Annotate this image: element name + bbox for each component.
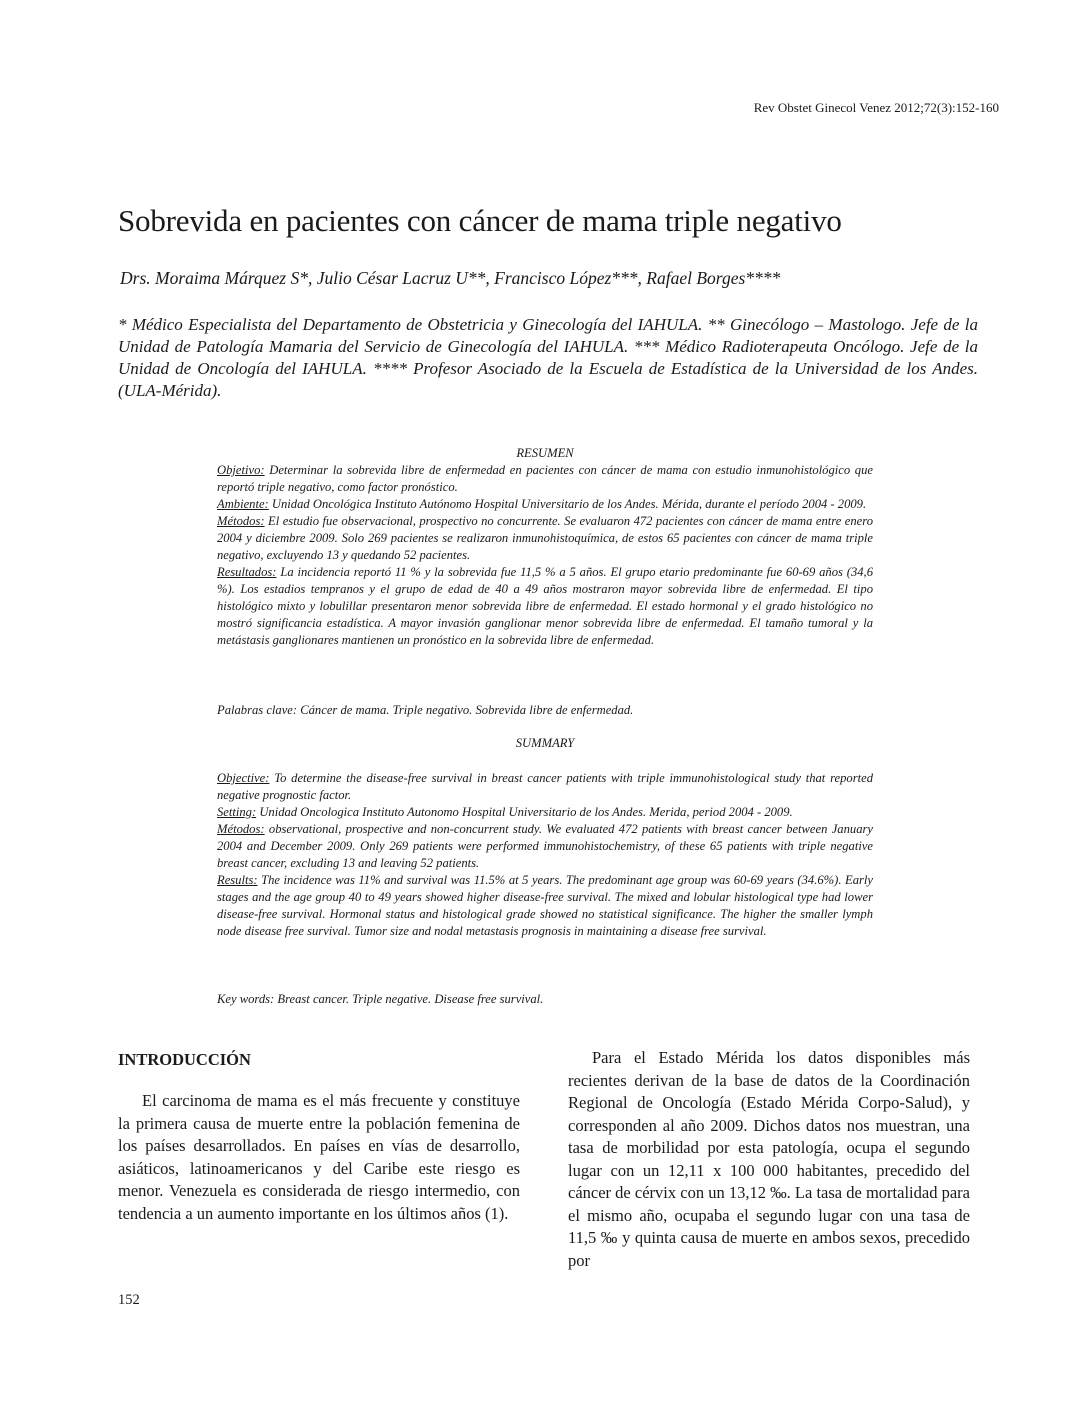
resumen-resultados xyxy=(217,564,873,649)
metodos-label: Métodos: xyxy=(217,514,265,528)
metodos-text: El estudio fue observacional, prospectivo no concurrente. Se evaluaron 472 pacientes con cáncer de mama entre enero 2004 y diciembre 2009. Solo 269 pacientes se realizaron inmunohistoquímica, de estos 65 pacientes con cáncer de mama triple negativo, excluyendo 13 y quedando 52 pacientes. xyxy=(217,514,873,562)
summary-block xyxy=(217,770,873,940)
resultados-text: La incidencia reportó 11 % y la sobrevida fue 11,5 % a 5 años. El grupo etario predominante fue 60-69 años (34,6 %). Los estadios tempranos y el grupo de edad de 40 a 49 años mostraron mayor sobrevida libre de enfermedad. El tipo histológico mixto y lobulillar presentaron menor sobrevida libre de enfermedad. El estado hormonal y el grado histológico no mostró significancia estadística. A mayor invasión ganglionar menor sobrevida libre de enfermedad. El tamaño tumoral y la metástasis ganglionares mantienen un pronóstico en la sobrevida libre de enfermedad. xyxy=(217,565,873,647)
palabras-clave: Palabras clave: Cáncer de mama. Triple negativo. Sobrevida libre de enfermedad. xyxy=(217,703,634,717)
objetivo-text: Determinar la sobrevida libre de enfermedad en pacientes con cáncer de mama con estudio inmunohistológico que reportó triple negativo, como factor pronóstico. xyxy=(217,463,873,494)
summary-setting xyxy=(217,804,873,821)
resumen-block xyxy=(217,462,873,649)
article-title: Sobrevida en pacientes con cáncer de mama triple negativo xyxy=(118,203,842,238)
author-affiliations: * Médico Especialista del Departamento de Obstetricia y Ginecología del IAHULA. ** Ginecólogo – Mastologo. Jefe de la Unidad de Patología Mamaria del Servicio de Ginecología del IAHULA. *** Médico Radioterapeuta Oncólogo. Jefe de la Unidad de Oncología del IAHULA. **** Profesor Asociado de la Escuela de Estadística de la Universidad de los Andes. (ULA-Mérida). xyxy=(118,315,978,400)
summary-metodos xyxy=(217,821,873,872)
journal-citation: Rev Obstet Ginecol Venez 2012;72(3):152-160 xyxy=(753,100,999,115)
author-list: Drs. Moraima Márquez S*, Julio César Lacruz U**, Francisco López***, Rafael Borges**** xyxy=(120,268,781,288)
intro-left-column xyxy=(118,1090,520,1225)
key-words: Key words: Breast cancer. Triple negative. Disease free survival. xyxy=(217,992,544,1006)
intro-right-column xyxy=(568,1047,970,1272)
results-text: The incidence was 11% and survival was 11.5% at 5 years. The predominant age group was 60-69 years (34.6%). Early stages and the age group 40 to 49 years showed higher disease-free survival. The mixed and lobular histological type had lower disease-free survival. Hormonal status and histological grade showed no statistical significance. The higher the smaller lymph node disease free survival. Tumor size and nodal metastasis prognosis in maintaining a disease free survival. xyxy=(217,873,873,938)
setting-text: Unidad Oncologica Instituto Autonomo Hospital Universitario de los Andes. Merida, period 2004 - 2009. xyxy=(256,805,793,819)
resumen-ambiente xyxy=(217,496,873,513)
intro-right-paragraph: Para el Estado Mérida los datos disponibles más recientes derivan de la base de datos de la Coordinación Regional de Oncología (Estado Mérida Corpo-Salud), y corresponden al año 2009. Dichos datos nos muestran, una tasa de morbilidad por esta patología, ocupa el segundo lugar con un 12,11 x 100 000 habitantes, precedido del cáncer de cérvix con un 13,12 ‰. La tasa de mortalidad para el mismo año, ocupaba el segundo lugar con una tasa de 11,5 ‰ y quinta causa de muerte en ambos sexos, precedido por xyxy=(568,1048,970,1270)
setting-label: Setting: xyxy=(217,805,257,819)
summary-metodos-label: Métodos: xyxy=(217,822,265,836)
resumen-metodos xyxy=(217,513,873,564)
resumen-objetivo xyxy=(217,462,873,496)
ambiente-label: Ambiente: xyxy=(217,497,269,511)
intro-heading: INTRODUCCIÓN xyxy=(118,1050,251,1069)
page-number: 152 xyxy=(118,1292,140,1308)
summary-objective xyxy=(217,770,873,804)
summary-results xyxy=(217,872,873,940)
resultados-label: Resultados: xyxy=(217,565,277,579)
summary-metodos-text: observational, prospective and non-concurrent study. We evaluated 472 patients with breast cancer between January 2004 and December 2009. Only 269 patients were performed immunohistochemistry, of these 65 patients with triple negative breast cancer, excluding 13 and leaving 52 patients. xyxy=(217,822,873,870)
summary-heading: SUMMARY xyxy=(515,736,575,750)
intro-left-paragraph: El carcinoma de mama es el más frecuente y constituye la primera causa de muerte entre la población femenina de los países desarrollados. En países en vías de desarrollo, asiáticos, latinoamericanos y del Caribe este riesgo es menor. Venezuela es considerada de riesgo intermedio, con tendencia a un aumento importante en los últimos años (1). xyxy=(118,1091,520,1223)
ambiente-text: Unidad Oncológica Instituto Autónomo Hospital Universitario de los Andes. Mérida, durante el período 2004 - 2009. xyxy=(268,497,867,511)
results-label: Results: xyxy=(217,873,258,887)
resumen-heading: RESUMEN xyxy=(516,446,574,460)
objective-text: To determine the disease-free survival in breast cancer patients with triple immunohistological study that reported negative prognostic factor. xyxy=(217,771,873,802)
objetivo-label: Objetivo: xyxy=(217,463,265,477)
objective-label: Objective: xyxy=(217,771,270,785)
